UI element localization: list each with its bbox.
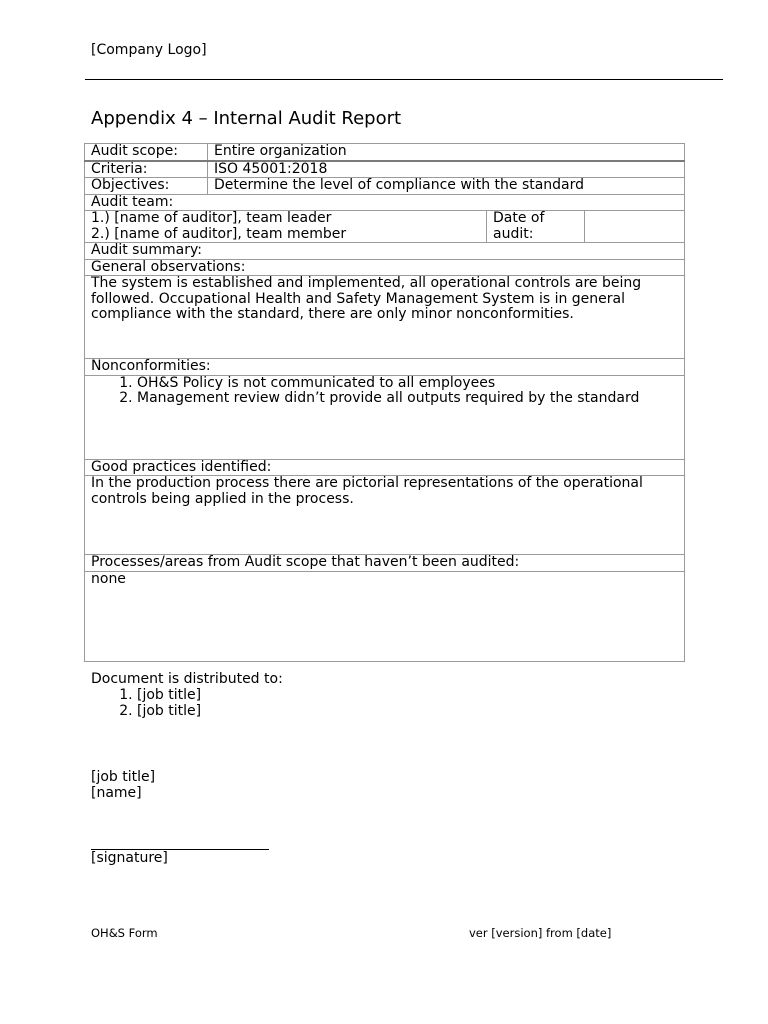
footer-form-name: OH&S Form xyxy=(91,926,158,940)
distribution-list xyxy=(91,687,283,719)
team-members-cell xyxy=(85,211,487,243)
date-of-audit-value xyxy=(585,211,685,243)
distribution-item: 1. [job title] xyxy=(137,687,283,703)
document-title: Appendix 4 – Internal Audit Report xyxy=(91,108,402,129)
good-practices-row xyxy=(85,459,685,476)
footer-version: ver [version] from [date] xyxy=(469,926,612,940)
signoff-name: [name] xyxy=(91,785,142,801)
general-observations-row xyxy=(85,259,685,276)
team-member-1: 1.) [name of auditor], team leader xyxy=(91,210,332,226)
general-observations-body-row xyxy=(85,276,685,359)
distribution-item: 2. [job title] xyxy=(137,703,283,719)
signoff-job-title: [job title] xyxy=(91,769,156,785)
audit-scope-row xyxy=(85,144,685,161)
audit-team-row xyxy=(85,194,685,211)
criteria-value: ISO 45001:2018 xyxy=(208,161,685,178)
good-practices-text: In the production process there are pictorial representations of the operational controls being applied in the process. xyxy=(85,476,685,555)
objectives-value: Determine the level of compliance with the standard xyxy=(208,178,685,195)
not-audited-body-row xyxy=(85,571,685,661)
audit-scope-value: Entire organization xyxy=(208,144,685,161)
company-logo-placeholder: [Company Logo] xyxy=(91,42,207,58)
audit-summary-label: Audit summary: xyxy=(85,243,685,260)
team-member-2: 2.) [name of auditor], team member xyxy=(91,225,347,242)
audit-report-table xyxy=(84,143,685,662)
good-practices-body-row xyxy=(85,476,685,555)
nonconformities-list xyxy=(91,376,678,407)
nonconformities-body-row xyxy=(85,375,685,459)
general-observations-label: General observations: xyxy=(85,259,685,276)
header-divider xyxy=(85,79,723,80)
signoff-section xyxy=(91,769,155,801)
objectives-row xyxy=(85,178,685,195)
nonconformities-cell xyxy=(85,375,685,459)
audit-team-label: Audit team: xyxy=(85,194,685,211)
criteria-row xyxy=(85,161,685,178)
nonconformity-item: 2. Management review didn’t provide all outputs required by the standard xyxy=(137,391,678,407)
audit-summary-row xyxy=(85,243,685,260)
not-audited-text: none xyxy=(85,571,685,661)
good-practices-label: Good practices identified: xyxy=(85,459,685,476)
signature-label: [signature] xyxy=(91,850,168,866)
distribution-label: Document is distributed to: xyxy=(91,671,283,687)
not-audited-row xyxy=(85,555,685,572)
nonconformities-label: Nonconformities: xyxy=(85,359,685,376)
general-observations-text: The system is established and implemented, all operational controls are being followed. Occupational Health and Safety Management System is in general compliance with the standard, there are only minor nonconformities. xyxy=(85,276,685,359)
nonconformities-row xyxy=(85,359,685,376)
criteria-label: Criteria: xyxy=(85,161,208,178)
team-members-row xyxy=(85,211,685,243)
not-audited-label: Processes/areas from Audit scope that haven’t been audited: xyxy=(85,555,685,572)
audit-scope-label: Audit scope: xyxy=(85,144,208,161)
distribution-section xyxy=(91,671,283,719)
objectives-label: Objectives: xyxy=(85,178,208,195)
date-of-audit-label: Date of audit: xyxy=(487,211,585,243)
nonconformity-item: 1. OH&S Policy is not communicated to all employees xyxy=(137,376,678,392)
